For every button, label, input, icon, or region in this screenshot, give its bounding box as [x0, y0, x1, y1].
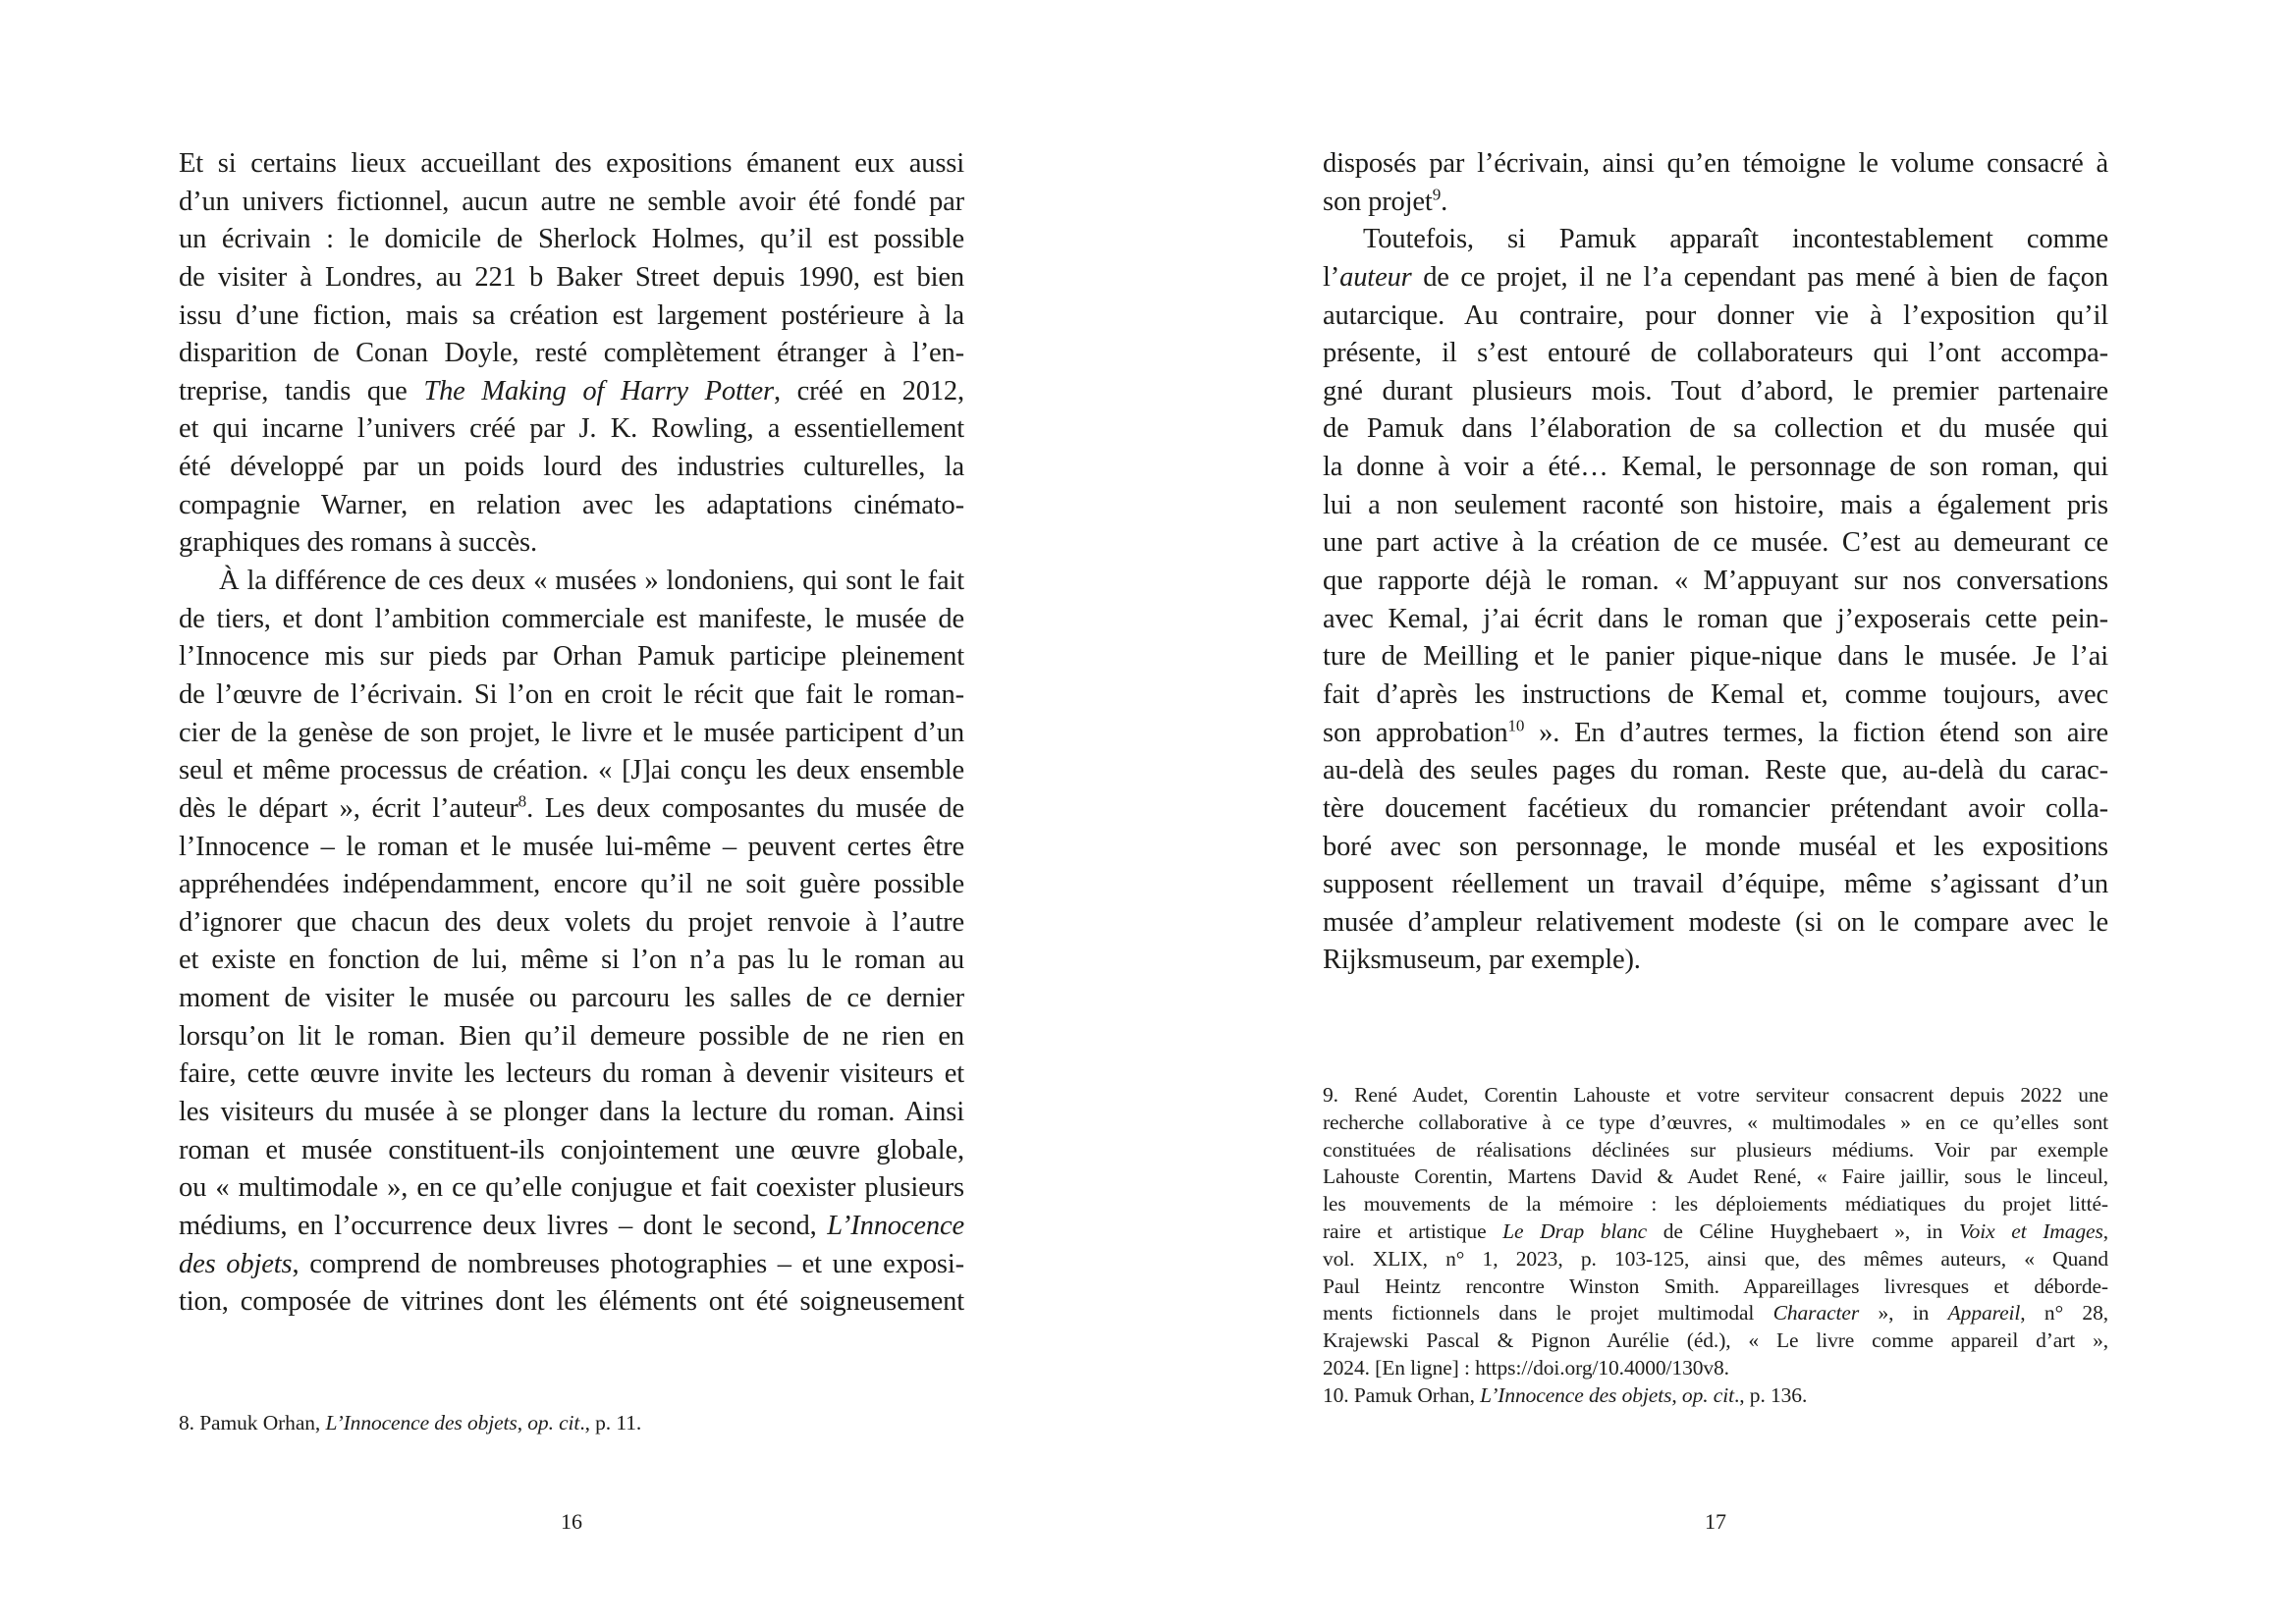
text-run: . Les deux composantes du musée de: [526, 792, 964, 824]
text-run: lui a non seulement raconté son histoire, mais a également pris: [1323, 489, 2108, 520]
text-run: d’ignorer que chacun des deux volets du projet renvoie à l’autre: [179, 906, 964, 938]
italic-text: Le Drap blanc: [1502, 1218, 1648, 1243]
text-line: [1323, 1164, 2108, 1191]
text-line: [1323, 373, 2108, 411]
text-line: [179, 866, 964, 904]
text-run: médiums, en l’occurrence deux livres – dont le second,: [179, 1210, 828, 1241]
text-run: vol. XLIX, n° 1, 2023, p. 103-125, ainsi que, des mêmes auteurs, « Quand: [1323, 1246, 2108, 1271]
text-line: [179, 752, 964, 790]
text-line: [1323, 866, 2108, 904]
text-line: [179, 524, 964, 563]
text-line: [1323, 677, 2108, 715]
text-line: [179, 335, 964, 373]
text-run: de visiter à Londres, au 221 b Baker Street depuis 1990, est bien: [179, 261, 964, 293]
text-run: raire et artistique: [1323, 1218, 1503, 1243]
text-run: d’un univers fictionnel, aucun autre ne semble avoir été fondé par: [179, 186, 964, 217]
text-line: [1323, 145, 2108, 184]
footnote-reference: 9: [1432, 185, 1442, 204]
text-line: [179, 221, 964, 259]
text-line: [179, 904, 964, 943]
text-run: Toutefois, si Pamuk apparaît incontestablement comme: [1363, 224, 2108, 255]
text-line: [1323, 1300, 2108, 1327]
italic-text: Character: [1772, 1301, 1860, 1326]
text-run: fait d’après les instructions de Kemal et, comme toujours, avec: [1323, 678, 2108, 710]
text-run: été développé par un poids lourd des industries culturelles, la: [179, 452, 964, 483]
text-line: [1323, 1137, 2108, 1164]
text-line: [1323, 1355, 2108, 1382]
text-run: tère doucement facétieux du romancier prétendant avoir colla-: [1323, 792, 2108, 824]
text-line: [179, 601, 964, 639]
text-run: Lahouste Corentin, Martens David & Audet René, « Faire jaillir, sous le linceul,: [1323, 1164, 2108, 1189]
text-line: [1323, 1110, 2108, 1137]
text-run: roman et musée constituent-ils conjointement une œuvre globale,: [179, 1134, 964, 1165]
text-line: [179, 829, 964, 867]
text-run: ments fictionnels dans le projet multimodal: [1323, 1301, 1773, 1326]
text-run: disparition de Conan Doyle, resté complètement étranger à l’en-: [179, 338, 964, 369]
text-line: [1323, 1082, 2108, 1110]
text-run: compagnie Warner, en relation avec les adaptations cinémato-: [179, 489, 964, 520]
text-run: , comprend de nombreuses photographies – et une exposi-: [292, 1248, 964, 1279]
text-run: Paul Heintz rencontre Winston Smith. Appareillages livresques et déborde-: [1323, 1273, 2108, 1298]
footnote-reference: 8: [518, 791, 527, 811]
text-run: ture de Meilling et le panier pique-nique dans le musée. Je l’ai: [1323, 641, 2108, 673]
text-line: [179, 1094, 964, 1132]
text-line: [179, 1018, 964, 1056]
text-line: [179, 1246, 964, 1284]
text-run: ., p. 136.: [1733, 1382, 1808, 1407]
text-run: de ce projet, il ne l’a cependant pas mené à bien de façon: [1411, 261, 2108, 293]
text-line: [1323, 335, 2108, 373]
text-line: [1323, 563, 2108, 601]
text-run: que rapporte déjà le roman. « M’appuyant sur nos conversations: [1323, 566, 2108, 597]
italic-text: L’Innocence: [827, 1210, 964, 1241]
text-run: ,: [1671, 1382, 1682, 1407]
text-line: [179, 715, 964, 753]
text-run: Rijksmuseum, par exemple).: [1323, 945, 1641, 976]
text-run: faire, cette œuvre invite les lecteurs du roman à devenir visiteurs et: [179, 1058, 964, 1090]
text-line: [179, 410, 964, 449]
text-line: [1323, 524, 2108, 563]
text-line: [1323, 904, 2108, 943]
text-run: moment de visiter le musée ou parcouru les salles de ce dernier: [179, 983, 964, 1014]
text-line: [179, 1169, 964, 1208]
text-line: [1323, 1273, 2108, 1301]
text-line: [1323, 410, 2108, 449]
text-run: de Céline Huyghebaert », in: [1647, 1218, 1959, 1243]
text-run: issu d’une fiction, mais sa création est largement postérieure à la: [179, 299, 964, 331]
text-line: [1323, 1246, 2108, 1273]
text-run: autarcique. Au contraire, pour donner vie à l’exposition qu’il: [1323, 299, 2108, 331]
text-run: », in: [1859, 1301, 1948, 1326]
text-line: [1323, 942, 2108, 980]
text-run: , créé en 2012,: [773, 375, 964, 406]
italic-text: The Making of Harry Potter: [423, 375, 774, 406]
text-run: avec Kemal, j’ai écrit dans le roman que j’exposerais cette pein-: [1323, 603, 2108, 634]
text-line: [1323, 752, 2108, 790]
italic-text: op. cit: [527, 1411, 580, 1435]
text-run: musée d’ampleur relativement modeste (si on le compare avec le: [1323, 906, 2108, 938]
text-line: [179, 942, 964, 980]
text-run: treprise, tandis que: [179, 375, 424, 406]
text-run: de tiers, et dont l’ambition commerciale est manifeste, le musée de: [179, 603, 964, 634]
text-run: son projet: [1323, 186, 1433, 217]
text-run: la donne à voir a été… Kemal, le personnage de son roman, qui: [1323, 452, 2108, 483]
text-run: recherche collaborative à ce type d’œuvres, « multimodales » en ce qu’elles sont: [1323, 1110, 2108, 1134]
text-run: de Pamuk dans l’élaboration de sa collection et du musée qui: [1323, 413, 2108, 445]
right-footnotes: [1323, 1082, 2108, 1410]
text-line: [1323, 601, 2108, 639]
text-run: ., p. 11.: [579, 1411, 642, 1435]
page-number-right: 17: [1705, 1509, 1726, 1534]
text-line: [1323, 638, 2108, 677]
text-line: [179, 790, 964, 829]
text-run: son approbation: [1323, 717, 1508, 748]
text-run: cier de la genèse de son projet, le livre et le musée participent d’un: [179, 717, 964, 748]
text-line: [179, 449, 964, 487]
text-line: [1323, 259, 2108, 298]
italic-text: L’Innocence des objets: [325, 1411, 518, 1435]
text-run: constituées de réalisations déclinées sur plusieurs médiums. Voir par exemple: [1323, 1137, 2108, 1162]
italic-text: des objets: [179, 1248, 293, 1279]
text-run: Et si certains lieux accueillant des expositions émanent eux aussi: [179, 148, 964, 179]
text-line: [1323, 449, 2108, 487]
text-line: [179, 259, 964, 298]
text-line: [179, 677, 964, 715]
text-run: et existe en fonction de lui, même si l’on n’a pas lu le roman au: [179, 945, 964, 976]
text-run: 2024. [En ligne] : https://doi.org/10.4000/130v8.: [1323, 1355, 1729, 1380]
text-line: [1323, 221, 2108, 259]
text-run: de l’œuvre de l’écrivain. Si l’on en croit le récit que fait le roman-: [179, 678, 964, 710]
text-line: [1323, 1327, 2108, 1355]
text-run: 9. René Audet, Corentin Lahouste et votre serviteur consacrent depuis 2022 une: [1323, 1083, 2108, 1107]
left-body-text: [179, 145, 964, 1322]
footnote-reference: 10: [1507, 716, 1525, 735]
text-run: ,: [2102, 1218, 2109, 1243]
page-number-left: 16: [561, 1509, 582, 1534]
text-line: [1323, 1191, 2108, 1218]
text-line: [179, 487, 964, 525]
text-line: [179, 1056, 964, 1094]
text-run: les visiteurs du musée à se plonger dans la lecture du roman. Ainsi: [179, 1097, 964, 1128]
text-run: disposés par l’écrivain, ainsi qu’en témoigne le volume consacré à: [1323, 148, 2108, 179]
text-run: ». En d’autres termes, la fiction étend son aire: [1524, 717, 2109, 748]
right-body-text: [1323, 145, 2108, 980]
text-line: [1323, 829, 2108, 867]
text-run: l’Innocence mis sur pieds par Orhan Pamuk participe pleinement: [179, 641, 964, 673]
text-line: [1323, 715, 2108, 753]
text-run: appréhendées indépendamment, encore qu’il ne soit guère possible: [179, 869, 964, 900]
text-line: [179, 1132, 964, 1170]
text-run: présente, il s’est entouré de collaborateurs qui l’ont accompa-: [1323, 338, 2108, 369]
italic-text: auteur: [1339, 261, 1412, 293]
text-line: [179, 1283, 964, 1322]
italic-text: op. cit: [1681, 1382, 1734, 1407]
text-run: l’Innocence – le roman et le musée lui-même – peuvent certes être: [179, 831, 964, 862]
text-line: [179, 145, 964, 184]
left-footnotes: [179, 1410, 964, 1437]
text-line: [179, 373, 964, 411]
text-run: l’: [1323, 261, 1340, 293]
text-line: [1323, 790, 2108, 829]
italic-text: Appareil: [1947, 1301, 2021, 1326]
text-run: Krajewski Pascal & Pignon Aurélie (éd.), « Le livre comme appareil d’art »,: [1323, 1328, 2108, 1353]
text-line: [179, 638, 964, 677]
text-run: 10. Pamuk Orhan,: [1323, 1382, 1481, 1407]
text-run: ,: [517, 1411, 528, 1435]
text-line: [179, 298, 964, 336]
text-run: 8. Pamuk Orhan,: [179, 1411, 326, 1435]
text-run: au-delà des seules pages du roman. Reste que, au-delà du carac-: [1323, 755, 2108, 786]
text-run: dès le départ », écrit l’auteur: [179, 792, 518, 824]
text-line: [179, 184, 964, 222]
text-run: et qui incarne l’univers créé par J. K. Rowling, a essentiellement: [179, 413, 964, 445]
text-run: tion, composée de vitrines dont les éléments ont été soigneusement: [179, 1286, 964, 1318]
text-run: supposent réellement un travail d’équipe, même s’agissant d’un: [1323, 869, 2108, 900]
text-run: ou « multimodale », en ce qu’elle conjugue et fait coexister plusieurs: [179, 1172, 964, 1204]
text-line: [179, 980, 964, 1018]
text-line: [1323, 487, 2108, 525]
italic-text: L’Innocence des objets: [1480, 1382, 1672, 1407]
text-run: une part active à la création de ce musée. C’est au demeurant ce: [1323, 527, 2108, 559]
text-run: seul et même processus de création. « [J]ai conçu les deux ensemble: [179, 755, 964, 786]
left-page: [0, 0, 1144, 1624]
text-run: .: [1441, 186, 1448, 217]
text-line: [1323, 184, 2108, 222]
text-line: [1323, 1382, 2108, 1410]
text-run: boré avec son personnage, le monde muséal et les expositions: [1323, 831, 2108, 862]
text-run: , n° 28,: [2020, 1301, 2108, 1326]
text-line: [1323, 298, 2108, 336]
right-page: [1144, 0, 2289, 1624]
text-line: [1323, 1218, 2108, 1246]
text-line: [179, 563, 964, 601]
text-run: un écrivain : le domicile de Sherlock Holmes, qu’il est possible: [179, 224, 964, 255]
italic-text: Voix et Images: [1958, 1218, 2103, 1243]
text-run: les mouvements de la mémoire : les déploiements médiatiques du projet litté-: [1323, 1192, 2108, 1217]
text-line: [179, 1410, 964, 1437]
text-run: À la différence de ces deux « musées » londoniens, qui sont le fait: [219, 566, 964, 597]
text-run: gné durant plusieurs mois. Tout d’abord, le premier partenaire: [1323, 375, 2108, 406]
text-line: [179, 1208, 964, 1246]
text-run: lorsqu’on lit le roman. Bien qu’il demeure possible de ne rien en: [179, 1020, 964, 1052]
text-run: graphiques des romans à succès.: [179, 527, 537, 559]
